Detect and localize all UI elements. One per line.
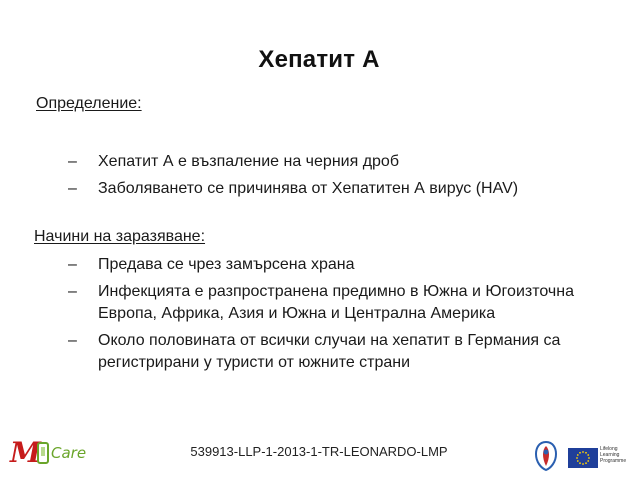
bullet-text: Хепатит А е възпаление на черния дроб	[98, 153, 399, 170]
partner-emblem-icon	[533, 440, 559, 472]
list-item	[68, 281, 598, 325]
list-item	[68, 151, 598, 173]
slide-title: Хепатит А	[258, 46, 380, 73]
bullet-text: Около половината от всички случаи на хепатит в Германия са регистрирани у туристи от южните страни	[98, 332, 561, 371]
transmission-list	[68, 254, 598, 379]
bullet-text: Предава се чрез замърсена храна	[98, 256, 355, 273]
transmission-heading: Начини на заразяване:	[34, 228, 206, 245]
llp-line: Learning	[600, 452, 620, 458]
llp-logo-text	[600, 446, 626, 464]
bullet-dash: –	[68, 332, 77, 349]
llp-line: Lifelong	[600, 446, 618, 452]
mcare-logo-letter: M	[10, 436, 41, 469]
llp-line: Programme	[600, 458, 627, 464]
definition-heading: Определение:	[36, 95, 142, 112]
project-code: 539913-LLP-1-2013-1-TR-LEONARDO-LMP	[190, 444, 448, 459]
bullet-dash: –	[68, 283, 77, 300]
list-item	[68, 254, 598, 276]
eu-flag-icon	[568, 448, 598, 468]
bullet-dash: –	[68, 153, 77, 170]
definition-list	[68, 151, 598, 205]
bullet-dash: –	[68, 180, 77, 197]
bullet-dash: –	[68, 256, 77, 273]
list-item	[68, 178, 598, 200]
bullet-text: Заболяването се причинява от Хепатитен А вирус (HAV)	[98, 180, 519, 197]
bullet-text: Инфекцията е разпространена предимно в Южна и Югоизточна Европа, Африка, Азия и Южна и Централна Америка	[98, 283, 574, 322]
list-item	[68, 330, 598, 374]
mcare-logo-word: Care	[51, 444, 87, 462]
